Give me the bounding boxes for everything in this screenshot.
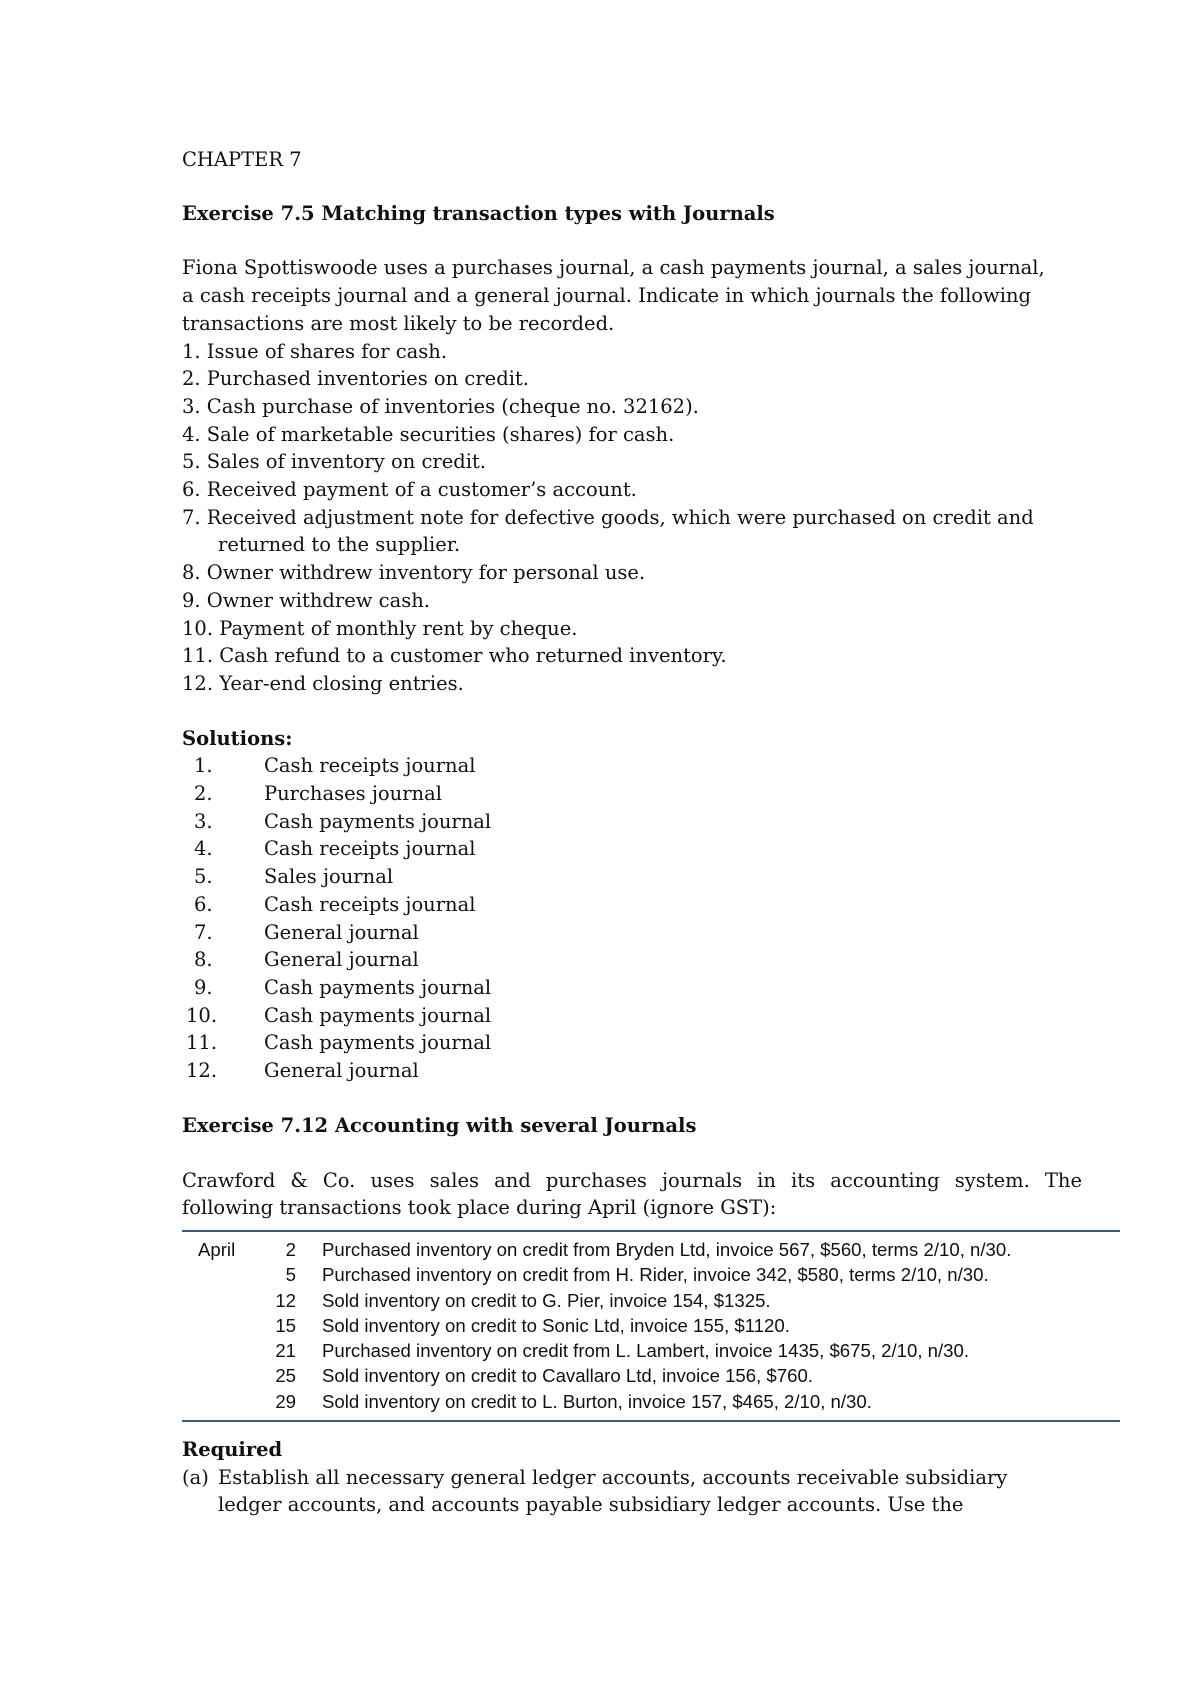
question-item: 2. Purchased inventories on credit. (182, 367, 529, 391)
transaction-month (182, 1363, 254, 1388)
solution-row (182, 780, 1082, 808)
solution-row (182, 1029, 1082, 1057)
transaction-month: April (198, 1238, 236, 1260)
table-row (182, 1363, 1120, 1388)
solution-row (182, 974, 1082, 1002)
question-item: 7. Received adjustment note for defective goods, which were purchased on credit and (182, 505, 1034, 529)
intro-line: a cash receipts journal and a general journal. Indicate in which journals the following (182, 284, 1032, 308)
solution-number: 4. (194, 837, 213, 861)
intro-line: Fiona Spottiswoode uses a purchases journal, a cash payments journal, a sales journal, (182, 256, 1045, 280)
question-list (182, 338, 1082, 698)
solution-number: 9. (194, 975, 213, 999)
transaction-day: 5 (285, 1264, 296, 1286)
table-row (182, 1262, 1120, 1287)
solution-row (182, 863, 1082, 891)
solution-text: Cash payments journal (264, 1003, 492, 1027)
transaction-description: Purchased inventory on credit from Bryden Ltd, invoice 567, $560, terms 2/10, n/30. (322, 1238, 1012, 1260)
solution-number: 10. (186, 1003, 218, 1027)
question-item: 3. Cash purchase of inventories (cheque no. 32162). (182, 394, 699, 418)
solution-text: Cash receipts journal (264, 892, 476, 916)
intro-line: following transactions took place during April (ignore GST): (182, 1196, 777, 1220)
table-row (182, 1288, 1120, 1313)
solution-number: 11. (186, 1031, 218, 1055)
chapter-heading: CHAPTER 7 (182, 148, 302, 171)
solution-text: Cash payments journal (264, 975, 492, 999)
solution-text: General journal (264, 920, 419, 944)
solution-text: Cash payments journal (264, 1031, 492, 1055)
required-text: Establish all necessary general ledger accounts, accounts receivable subsidiary (218, 1465, 1008, 1489)
solution-text: Cash receipts journal (264, 837, 476, 861)
transaction-description: Sold inventory on credit to Cavallaro Ltd, invoice 156, $760. (322, 1365, 813, 1387)
exercise-7-5-title: Exercise 7.5 Matching transaction types with Journals (182, 201, 775, 225)
transaction-description: Sold inventory on credit to L. Burton, invoice 157, $465, 2/10, n/30. (322, 1390, 872, 1412)
transactions-table (182, 1230, 1120, 1422)
transaction-month (182, 1313, 254, 1338)
question-item: 5. Sales of inventory on credit. (182, 450, 486, 474)
solution-number: 8. (194, 948, 213, 972)
transaction-description: Sold inventory on credit to G. Pier, invoice 154, $1325. (322, 1289, 771, 1311)
solution-number: 12. (186, 1059, 218, 1083)
solution-number: 5. (194, 865, 213, 889)
question-item: 9. Owner withdrew cash. (182, 588, 430, 612)
solution-row (182, 946, 1082, 974)
question-item-continued: returned to the supplier. (218, 533, 461, 557)
solution-text: General journal (264, 1059, 419, 1083)
question-item: 10. Payment of monthly rent by cheque. (182, 616, 578, 640)
solution-row (182, 919, 1082, 947)
solution-row (182, 835, 1082, 863)
solution-text: Cash payments journal (264, 809, 492, 833)
solution-number: 3. (194, 809, 213, 833)
solution-number: 2. (194, 782, 213, 806)
required-label: (a) (182, 1465, 209, 1489)
document-content (182, 146, 1082, 1519)
transaction-month (182, 1262, 254, 1287)
exercise-7-12-title: Exercise 7.12 Accounting with several Journals (182, 1113, 697, 1137)
transaction-month (182, 1288, 254, 1313)
solution-row (182, 1002, 1082, 1030)
table-row (182, 1389, 1120, 1414)
required-heading: Required (182, 1437, 283, 1461)
solutions-heading: Solutions: (182, 726, 293, 750)
question-item: 1. Issue of shares for cash. (182, 339, 448, 363)
exercise-7-5-intro (182, 254, 1082, 337)
intro-line: Crawford & Co. uses sales and purchases journals in its accounting system. The (182, 1168, 1082, 1192)
solution-number: 1. (194, 754, 213, 778)
required-item (182, 1464, 1082, 1492)
transaction-day: 21 (275, 1340, 296, 1362)
table-row (182, 1313, 1120, 1338)
table-row (182, 1237, 1120, 1262)
transaction-description: Sold inventory on credit to Sonic Ltd, invoice 155, $1120. (322, 1314, 790, 1336)
question-item: 4. Sale of marketable securities (shares) for cash. (182, 422, 675, 446)
solution-row (182, 891, 1082, 919)
transaction-day: 29 (275, 1390, 296, 1412)
question-item: 12. Year-end closing entries. (182, 671, 464, 695)
solution-number: 7. (194, 920, 213, 944)
transaction-day: 15 (275, 1314, 296, 1336)
solution-text: Cash receipts journal (264, 754, 476, 778)
solution-row (182, 752, 1082, 780)
intro-line: transactions are most likely to be recorded. (182, 311, 615, 335)
question-item: 11. Cash refund to a customer who returned inventory. (182, 644, 727, 668)
transaction-day: 12 (275, 1289, 296, 1311)
solution-text: Sales journal (264, 865, 394, 889)
solution-row (182, 808, 1082, 836)
transaction-month (182, 1389, 254, 1414)
exercise-7-12-intro (182, 1167, 1082, 1222)
required-item-continued (182, 1491, 1082, 1519)
table-row (182, 1338, 1120, 1363)
solution-number: 6. (194, 892, 213, 916)
transaction-description: Purchased inventory on credit from L. Lambert, invoice 1435, $675, 2/10, n/30. (322, 1340, 970, 1362)
transaction-day: 25 (275, 1365, 296, 1387)
solution-row (182, 1057, 1082, 1085)
solution-text: General journal (264, 948, 419, 972)
transaction-description: Purchased inventory on credit from H. Rider, invoice 342, $580, terms 2/10, n/30. (322, 1264, 989, 1286)
solutions-list (182, 752, 1082, 1084)
transaction-month (182, 1338, 254, 1363)
question-item: 8. Owner withdrew inventory for personal use. (182, 561, 646, 585)
question-item: 6. Received payment of a customer’s account. (182, 478, 637, 502)
required-text: ledger accounts, and accounts payable subsidiary ledger accounts. Use the (218, 1493, 964, 1517)
transaction-day: 2 (285, 1238, 296, 1260)
solution-text: Purchases journal (264, 782, 442, 806)
